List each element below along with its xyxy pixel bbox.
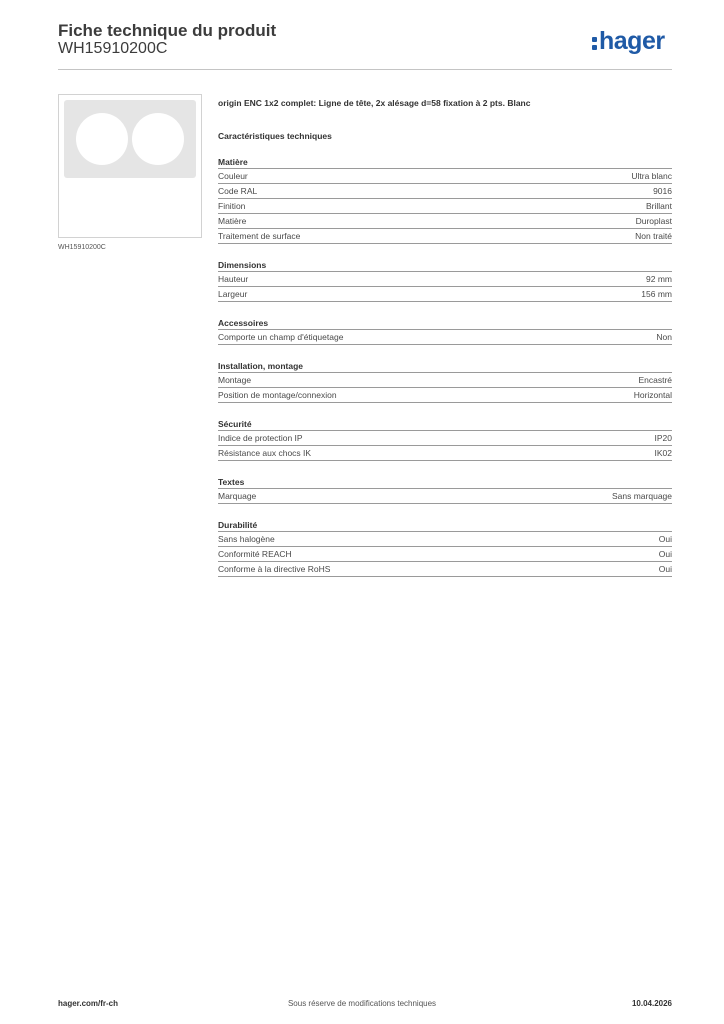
spec-group: [218, 519, 672, 577]
logo-dots-icon: [592, 36, 598, 50]
spec-group: [218, 360, 672, 403]
spec-value: Non traité: [635, 231, 672, 241]
spec-value: Duroplast: [635, 216, 672, 226]
spec-label: Marquage: [218, 491, 257, 501]
socket-opening-right: [132, 113, 184, 165]
cover-plate-shape: [64, 100, 196, 178]
spec-label: Largeur: [218, 289, 248, 299]
spec-row: [218, 431, 672, 446]
spec-label: Traitement de surface: [218, 231, 301, 241]
spec-group: [218, 317, 672, 345]
spec-row: [218, 214, 672, 229]
spec-group-title: Installation, montage: [218, 360, 672, 373]
spec-group: [218, 476, 672, 504]
spec-label: Finition: [218, 201, 246, 211]
spec-group: [218, 418, 672, 461]
spec-value: 92 mm: [646, 274, 672, 284]
spec-content: [218, 96, 672, 577]
spec-value: IP20: [654, 433, 672, 443]
spec-row: [218, 199, 672, 214]
spec-group-title: Matière: [218, 156, 672, 169]
product-description: origin ENC 1x2 complet: Ligne de tête, 2x alésage d=58 fixation à 2 pts. Blanc: [218, 98, 531, 108]
footer-notice: Sous réserve de modifications techniques: [287, 999, 437, 1008]
spec-value: Oui: [658, 564, 672, 574]
spec-row: [218, 229, 672, 244]
logo-text: hager: [599, 27, 665, 55]
spec-row: [218, 547, 672, 562]
spec-value: 9016: [653, 186, 672, 196]
spec-row: [218, 287, 672, 302]
spec-label: Comporte un champ d'étiquetage: [218, 332, 344, 342]
spec-value: IK02: [654, 448, 672, 458]
spec-value: Oui: [658, 534, 672, 544]
hager-logo: [592, 27, 665, 56]
spec-value: Ultra blanc: [631, 171, 672, 181]
spec-row: [218, 272, 672, 287]
footer-date: 10.04.2026: [631, 999, 672, 1008]
spec-value: Brillant: [646, 201, 672, 211]
product-image: [58, 94, 202, 238]
spec-label: Conforme à la directive RoHS: [218, 564, 331, 574]
spec-row: [218, 330, 672, 345]
spec-value: Horizontal: [633, 390, 672, 400]
spec-group: [218, 259, 672, 302]
footer-website: hager.com/fr-ch: [58, 999, 119, 1008]
spec-label: Indice de protection IP: [218, 433, 303, 443]
spec-group-title: Durabilité: [218, 519, 672, 532]
spec-row: [218, 489, 672, 504]
spec-label: Résistance aux chocs IK: [218, 448, 312, 458]
spec-group-title: Sécurité: [218, 418, 672, 431]
spec-groups: [218, 156, 672, 577]
spec-value: Encastré: [638, 375, 672, 385]
spec-value: Oui: [658, 549, 672, 559]
spec-group-title: Accessoires: [218, 317, 672, 330]
spec-value: Non: [656, 332, 672, 342]
spec-row: [218, 184, 672, 199]
spec-row: [218, 562, 672, 577]
spec-value: Sans marquage: [611, 491, 672, 501]
page-title: Fiche technique du produit: [58, 21, 277, 40]
spec-label: Sans halogène: [218, 534, 275, 544]
spec-label: Hauteur: [218, 274, 249, 284]
spec-group-title: Dimensions: [218, 259, 672, 272]
product-reference: WH15910200C: [58, 40, 168, 57]
spec-heading: Caractéristiques techniques: [218, 131, 332, 141]
spec-group: [218, 156, 672, 244]
spec-row: [218, 446, 672, 461]
spec-row: [218, 373, 672, 388]
spec-value: 156 mm: [641, 289, 672, 299]
spec-row: [218, 532, 672, 547]
spec-label: Conformité REACH: [218, 549, 292, 559]
spec-label: Couleur: [218, 171, 248, 181]
spec-group-title: Textes: [218, 476, 672, 489]
spec-label: Position de montage/connexion: [218, 390, 337, 400]
spec-row: [218, 388, 672, 403]
header-divider: [58, 69, 672, 70]
spec-label: Code RAL: [218, 186, 258, 196]
spec-label: Matière: [218, 216, 247, 226]
product-image-caption: WH15910200C: [58, 244, 106, 251]
spec-row: [218, 169, 672, 184]
socket-opening-left: [76, 113, 128, 165]
spec-label: Montage: [218, 375, 252, 385]
